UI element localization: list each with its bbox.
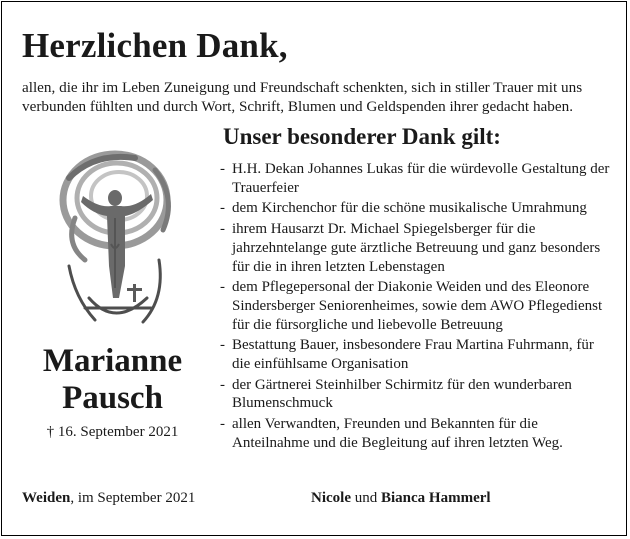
intro-text: allen, die ihr im Leben Zuneigung und Freundschaft schenkten, sich in stiller Trauer mit uns verbunden fühlten und durch Wort, Schrift, Blumen und Geldspenden ihrer gedacht haben.: [22, 79, 583, 115]
list-item-text: der Gärtnerei Steinhilber Schirmitz für den wunderbaren Blumenschmuck: [232, 376, 572, 412]
list-item-text: ihrem Hausarzt Dr. Michael Spiegelsberger für die jahrzehntelange gute ärztliche Betreuung und ganz besonders für die in ihren letzten Lebenstagen: [232, 221, 601, 275]
dash-bullet: -: [220, 161, 225, 177]
death-date: † 16. September 2021: [46, 424, 179, 440]
dash-bullet: -: [220, 200, 225, 217]
signer-connector: und: [350, 490, 381, 506]
special-thanks-title: Unser besonderer Dank gilt:: [223, 124, 501, 149]
list-item: [220, 415, 615, 452]
list-item-text: Bestattung Bauer, insbesondere Frau Martina Fuhrmann, für die einfühlsame Organisation: [232, 337, 594, 373]
list-item: [220, 160, 615, 197]
deceased-first-name: Marianne: [42, 343, 183, 379]
list-item: [220, 220, 615, 276]
signature-line: [311, 490, 491, 507]
dash-bullet: -: [220, 376, 225, 393]
special-thanks-list: [220, 160, 615, 455]
signer-first: Nicole: [311, 490, 351, 506]
place-date: [22, 490, 195, 507]
dash-bullet: -: [220, 337, 225, 354]
dash-bullet: -: [220, 416, 225, 433]
signer-second: Bianca Hammerl: [380, 490, 491, 506]
list-item: [220, 376, 615, 413]
deceased-last-name: Pausch: [62, 380, 163, 416]
dash-bullet: -: [220, 279, 225, 296]
date-text: , im September 2021: [70, 490, 196, 506]
list-item-text: dem Kirchenchor für die schöne musikalische Umrahmung: [232, 200, 587, 217]
list-item-text: dem Pflegepersonal der Diakonie Weiden und des Eleonore Sindersberger Seniorenheimes, sowie dem AWO Pflegedienst für die fürsorgliche und liebevolle Betreuung: [232, 279, 603, 333]
list-item-text: allen Verwandten, Freunden und Bekannten für die Anteilnahme und die Begleitung auf ihren letzten Weg.: [232, 416, 563, 451]
page-title: Herzlichen Dank,: [22, 26, 288, 65]
dash-bullet: -: [220, 221, 225, 238]
list-item-text: H.H. Dekan Johannes Lukas für die würdevolle Gestaltung der Trauerfeier: [232, 161, 610, 196]
list-item: [220, 336, 615, 373]
risen-christ-emblem-icon: [55, 148, 180, 330]
list-item: [220, 199, 615, 218]
place-name: Weiden: [22, 490, 71, 506]
list-item: [220, 278, 615, 334]
